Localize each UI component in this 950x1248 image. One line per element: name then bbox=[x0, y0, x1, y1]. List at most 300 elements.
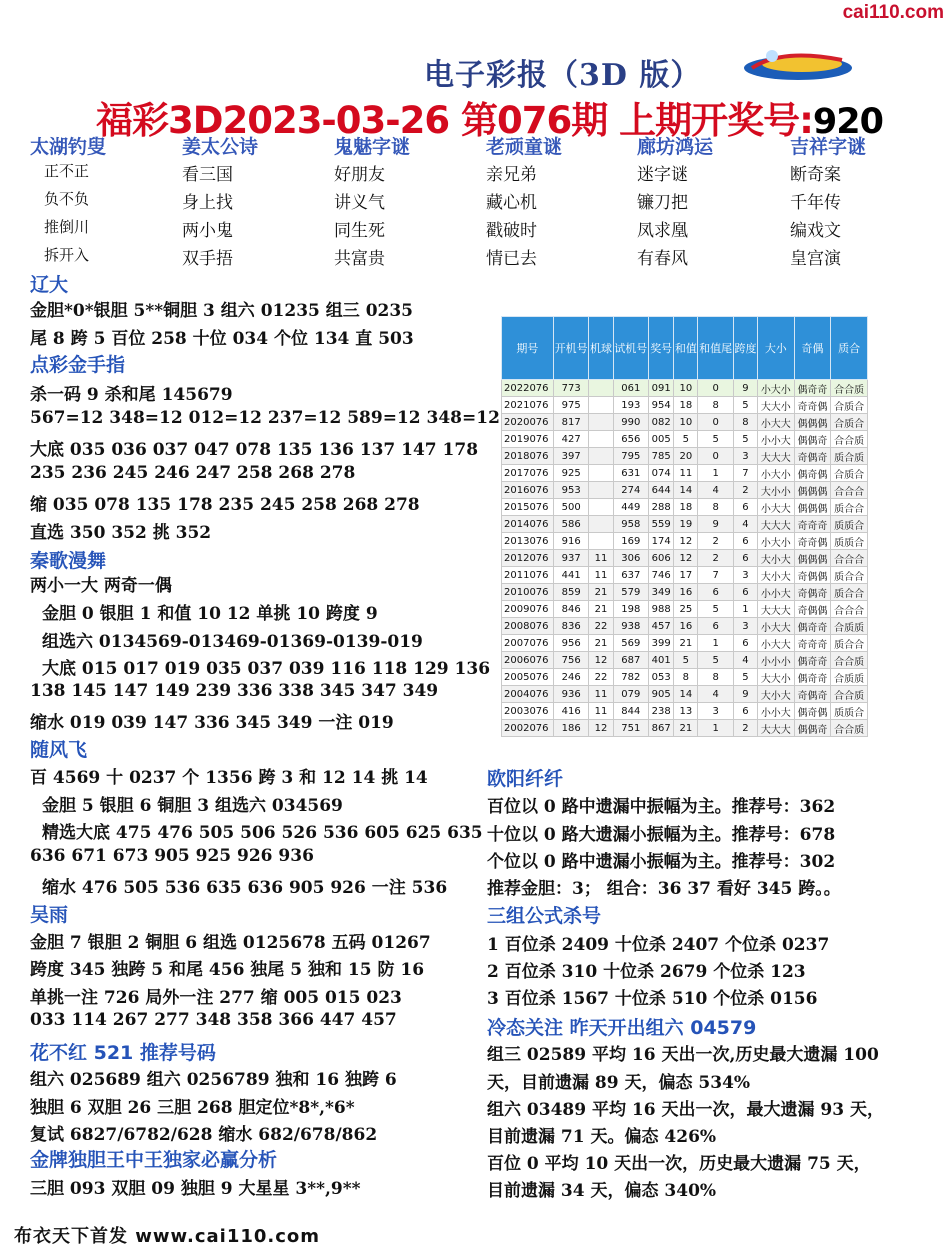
table-row bbox=[502, 448, 868, 465]
table-cell bbox=[589, 533, 613, 550]
table-row bbox=[502, 703, 868, 720]
section-line: 缩水 019 039 147 336 345 349 一注 019 bbox=[30, 713, 394, 733]
section-line: 天，目前遗漏 89 天，偏态 534% bbox=[487, 1073, 751, 1093]
riddle-heading: 鬼魅字谜 bbox=[334, 136, 411, 158]
table-cell: 441 bbox=[553, 567, 589, 584]
section-line: 金胆 0 银胆 1 和值 10 12 单挑 10 跨度 9 bbox=[42, 604, 378, 624]
table-cell: 合合质 bbox=[831, 720, 868, 737]
table-cell: 349 bbox=[649, 584, 674, 601]
table-cell: 11 bbox=[589, 703, 613, 720]
riddle-column bbox=[334, 132, 484, 272]
table-cell: 988 bbox=[649, 601, 674, 618]
table-cell: 12 bbox=[674, 550, 698, 567]
section-line: 缩 035 078 135 178 235 245 258 268 278 bbox=[30, 495, 420, 515]
table-row bbox=[502, 414, 868, 431]
table-cell: 193 bbox=[613, 397, 649, 414]
section-line: 金胆*0*银胆 5**铜胆 3 组六 01235 组三 0235 bbox=[30, 301, 414, 321]
section-line: 组六 025689 组六 0256789 独和 16 独跨 6 bbox=[30, 1070, 397, 1090]
table-cell: 6 bbox=[733, 533, 757, 550]
section-line: 235 236 245 246 247 258 268 278 bbox=[30, 463, 356, 483]
table-header-row bbox=[502, 317, 868, 380]
table-row bbox=[502, 669, 868, 686]
table-cell: 2016076 bbox=[502, 482, 554, 499]
table-cell: 782 bbox=[613, 669, 649, 686]
table-cell: 6 bbox=[733, 584, 757, 601]
table-cell: 925 bbox=[553, 465, 589, 482]
section-line: 大底 015 017 019 035 037 039 116 118 129 136 bbox=[42, 659, 491, 679]
table-cell: 13 bbox=[674, 703, 698, 720]
table-cell: 773 bbox=[553, 380, 589, 397]
table-cell: 397 bbox=[553, 448, 589, 465]
table-cell: 偶偶奇 bbox=[794, 720, 831, 737]
table-cell: 22 bbox=[589, 669, 613, 686]
table-cell: 5 bbox=[733, 397, 757, 414]
table-cell: 8 bbox=[698, 499, 734, 516]
table-cell: 401 bbox=[649, 652, 674, 669]
table-cell: 20 bbox=[674, 448, 698, 465]
table-cell: 457 bbox=[649, 618, 674, 635]
section-line: 组选六 0134569-013469-01369-0139-019 bbox=[42, 632, 423, 652]
table-cell: 2017076 bbox=[502, 465, 554, 482]
table-cell: 11 bbox=[589, 550, 613, 567]
table-cell: 6 bbox=[698, 618, 734, 635]
table-cell: 416 bbox=[553, 703, 589, 720]
table-cell: 274 bbox=[613, 482, 649, 499]
section-line: 组三 02589 平均 16 天出一次,历史最大遗漏 100 bbox=[487, 1045, 879, 1065]
table-cell: 074 bbox=[649, 465, 674, 482]
table-cell: 偶奇奇 bbox=[794, 618, 831, 635]
riddle-item: 编戏文 bbox=[790, 221, 841, 241]
section-line: 138 145 147 149 239 336 338 345 347 349 bbox=[30, 681, 439, 701]
table-cell: 2004076 bbox=[502, 686, 554, 703]
table-cell: 奇奇偶 bbox=[794, 397, 831, 414]
table-cell: 10 bbox=[674, 380, 698, 397]
riddle-item: 情已去 bbox=[486, 249, 537, 269]
table-cell: 606 bbox=[649, 550, 674, 567]
riddle-item: 藏心机 bbox=[486, 193, 537, 213]
column-header: 开机号 bbox=[553, 317, 589, 380]
riddle-item: 推倒川 bbox=[44, 218, 90, 236]
table-cell: 1 bbox=[698, 635, 734, 652]
table-row bbox=[502, 567, 868, 584]
table-cell: 16 bbox=[674, 584, 698, 601]
section-line: 十位以 0 路大遗漏小振幅为主。推荐号：678 bbox=[487, 825, 836, 845]
table-cell: 656 bbox=[613, 431, 649, 448]
table-cell: 579 bbox=[613, 584, 649, 601]
riddle-heading: 老顽童谜 bbox=[486, 136, 563, 158]
section-line: 目前遗漏 71 天。偏态 426% bbox=[487, 1127, 717, 1147]
riddle-item: 双手捂 bbox=[182, 249, 233, 269]
section-title: 点彩金手指 bbox=[30, 354, 126, 376]
riddle-item: 身上找 bbox=[182, 193, 233, 213]
table-cell: 偶奇奇 bbox=[794, 380, 831, 397]
table-cell: 质质合 bbox=[831, 533, 868, 550]
table-cell: 21 bbox=[674, 635, 698, 652]
table-cell: 6 bbox=[733, 635, 757, 652]
section-line: 两小一大 两奇一偶 bbox=[30, 576, 172, 596]
section-line: 大底 035 036 037 047 078 135 136 137 147 178 bbox=[30, 440, 479, 460]
section-line: 缩水 476 505 536 635 636 905 926 一注 536 bbox=[42, 878, 448, 898]
table-cell: 687 bbox=[613, 652, 649, 669]
riddle-column bbox=[30, 132, 180, 272]
table-cell: 4 bbox=[733, 516, 757, 533]
column-header: 奖号 bbox=[649, 317, 674, 380]
section-line: 百位以 0 路中遗漏中振幅为主。推荐号：362 bbox=[487, 797, 836, 817]
riddle-heading: 吉祥字谜 bbox=[790, 136, 867, 158]
table-cell: 21 bbox=[589, 584, 613, 601]
table-cell: 大大大 bbox=[758, 601, 795, 618]
table-cell: 785 bbox=[649, 448, 674, 465]
table-cell: 756 bbox=[553, 652, 589, 669]
table-row bbox=[502, 465, 868, 482]
table-row bbox=[502, 652, 868, 669]
table-row bbox=[502, 720, 868, 737]
table-cell: 449 bbox=[613, 499, 649, 516]
table-cell: 4 bbox=[733, 652, 757, 669]
table-cell: 8 bbox=[674, 669, 698, 686]
table-cell: 1 bbox=[733, 601, 757, 618]
table-cell: 16 bbox=[674, 618, 698, 635]
table-cell: 18 bbox=[674, 397, 698, 414]
table-cell: 3 bbox=[733, 448, 757, 465]
table-row bbox=[502, 482, 868, 499]
riddle-item: 凤求凰 bbox=[637, 221, 688, 241]
section-line: 复试 6827/6782/628 缩水 682/678/862 bbox=[30, 1125, 378, 1145]
table-cell: 11 bbox=[589, 567, 613, 584]
table-cell: 大大大 bbox=[758, 720, 795, 737]
table-cell: 198 bbox=[613, 601, 649, 618]
table-cell: 合质合 bbox=[831, 397, 868, 414]
table-cell: 11 bbox=[674, 465, 698, 482]
table-cell: 7 bbox=[698, 567, 734, 584]
table-cell bbox=[589, 516, 613, 533]
section-line: 567=12 348=12 012=12 237=12 589=12 348=12 bbox=[30, 408, 500, 428]
riddle-item: 两小鬼 bbox=[182, 221, 233, 241]
table-cell: 质合合 bbox=[831, 635, 868, 652]
section-line: 三胆 093 双胆 09 独胆 9 大星星 3**,9** bbox=[30, 1179, 361, 1199]
riddle-item: 拆开入 bbox=[44, 246, 90, 264]
section-line: 金胆 5 银胆 6 铜胆 3 组选六 034569 bbox=[42, 796, 343, 816]
table-cell: 大小大 bbox=[758, 686, 795, 703]
table-cell: 2002076 bbox=[502, 720, 554, 737]
table-cell: 合合合 bbox=[831, 482, 868, 499]
table-cell: 质合质 bbox=[831, 448, 868, 465]
table-cell: 小大大 bbox=[758, 499, 795, 516]
table-cell: 18 bbox=[674, 499, 698, 516]
table-cell: 偶奇偶 bbox=[794, 465, 831, 482]
table-cell: 2021076 bbox=[502, 397, 554, 414]
table-cell: 637 bbox=[613, 567, 649, 584]
table-cell: 偶偶偶 bbox=[794, 482, 831, 499]
table-cell: 7 bbox=[733, 465, 757, 482]
section-line: 636 671 673 905 925 926 936 bbox=[30, 846, 314, 866]
table-cell bbox=[589, 414, 613, 431]
site-watermark[interactable]: cai110.com bbox=[842, 2, 944, 23]
table-cell: 8 bbox=[698, 397, 734, 414]
table-cell: 10 bbox=[674, 414, 698, 431]
table-cell: 559 bbox=[649, 516, 674, 533]
table-cell: 079 bbox=[613, 686, 649, 703]
table-cell: 5 bbox=[674, 431, 698, 448]
table-cell: 21 bbox=[589, 635, 613, 652]
riddle-heading: 姜太公诗 bbox=[182, 136, 259, 158]
section-line: 目前遗漏 34 天，偏态 340% bbox=[487, 1181, 717, 1201]
table-cell: 953 bbox=[553, 482, 589, 499]
section-title: 秦歌漫舞 bbox=[30, 550, 107, 572]
table-cell: 844 bbox=[613, 703, 649, 720]
table-cell: 小小大 bbox=[758, 431, 795, 448]
riddle-item: 看三国 bbox=[182, 165, 233, 185]
table-cell: 936 bbox=[553, 686, 589, 703]
page-title: 电子彩报（3D 版） bbox=[424, 58, 702, 93]
table-row bbox=[502, 533, 868, 550]
section-line: 金胆 7 银胆 2 铜胆 6 组选 0125678 五码 01267 bbox=[30, 933, 431, 953]
column-header: 奇偶 bbox=[794, 317, 831, 380]
table-cell: 质合合 bbox=[831, 567, 868, 584]
table-cell: 836 bbox=[553, 618, 589, 635]
table-cell: 1 bbox=[698, 720, 734, 737]
table-cell: 质质合 bbox=[831, 703, 868, 720]
table-cell: 3 bbox=[733, 567, 757, 584]
table-cell: 5 bbox=[674, 652, 698, 669]
section-title: 欧阳纤纤 bbox=[487, 768, 564, 790]
table-cell: 4 bbox=[698, 686, 734, 703]
column-header: 质合 bbox=[831, 317, 868, 380]
riddle-item: 迷字谜 bbox=[637, 165, 688, 185]
table-cell: 大大小 bbox=[758, 669, 795, 686]
table-cell: 大大小 bbox=[758, 397, 795, 414]
table-cell: 奇偶偶 bbox=[794, 567, 831, 584]
history-table bbox=[501, 316, 868, 737]
table-cell: 186 bbox=[553, 720, 589, 737]
table-cell: 8 bbox=[698, 669, 734, 686]
table-cell: 偶偶偶 bbox=[794, 499, 831, 516]
table-cell: 14 bbox=[674, 686, 698, 703]
table-cell: 合合合 bbox=[831, 601, 868, 618]
table-cell: 569 bbox=[613, 635, 649, 652]
table-cell: 2015076 bbox=[502, 499, 554, 516]
table-row bbox=[502, 397, 868, 414]
table-cell: 751 bbox=[613, 720, 649, 737]
section-line: 推荐金胆：3； 组合：36 37 看好 345 跨。。 bbox=[487, 879, 841, 899]
section-title: 花不红 521 推荐号码 bbox=[30, 1042, 216, 1064]
table-cell: 质合合 bbox=[831, 584, 868, 601]
table-cell: 合合合 bbox=[831, 550, 868, 567]
table-cell: 091 bbox=[649, 380, 674, 397]
table-cell: 238 bbox=[649, 703, 674, 720]
table-cell bbox=[589, 431, 613, 448]
table-row bbox=[502, 635, 868, 652]
section-line: 直选 350 352 挑 352 bbox=[30, 523, 212, 543]
last-number: 920 bbox=[812, 102, 883, 142]
table-cell: 1 bbox=[698, 465, 734, 482]
column-header: 试机号 bbox=[613, 317, 649, 380]
table-cell: 小小小 bbox=[758, 652, 795, 669]
column-header: 和值尾 bbox=[698, 317, 734, 380]
table-cell: 990 bbox=[613, 414, 649, 431]
riddle-column bbox=[637, 132, 787, 272]
caibao-logo-icon bbox=[742, 42, 854, 82]
table-cell: 大大大 bbox=[758, 516, 795, 533]
section-line: 个位以 0 路中遗漏小振幅为主。推荐号：302 bbox=[487, 852, 836, 872]
table-cell: 奇奇偶 bbox=[794, 533, 831, 550]
table-cell: 746 bbox=[649, 567, 674, 584]
table-cell: 954 bbox=[649, 397, 674, 414]
table-cell: 500 bbox=[553, 499, 589, 516]
table-cell: 174 bbox=[649, 533, 674, 550]
table-row bbox=[502, 584, 868, 601]
table-cell: 0 bbox=[698, 414, 734, 431]
table-cell: 5 bbox=[733, 669, 757, 686]
footer-text: 布衣天下首发 www.cai110.com bbox=[14, 1226, 321, 1247]
riddle-heading: 廊坊鸿运 bbox=[637, 136, 714, 158]
table-cell: 合合质 bbox=[831, 380, 868, 397]
section-line: 1 百位杀 2409 十位杀 2407 个位杀 0237 bbox=[487, 935, 830, 955]
riddle-item: 亲兄弟 bbox=[486, 165, 537, 185]
table-row bbox=[502, 380, 868, 397]
column-header: 期号 bbox=[502, 317, 554, 380]
table-cell: 合质质 bbox=[831, 669, 868, 686]
table-row bbox=[502, 499, 868, 516]
table-cell: 2018076 bbox=[502, 448, 554, 465]
table-cell: 5 bbox=[733, 431, 757, 448]
table-cell: 22 bbox=[589, 618, 613, 635]
table-cell: 9 bbox=[733, 380, 757, 397]
table-cell: 958 bbox=[613, 516, 649, 533]
table-cell: 奇奇奇 bbox=[794, 516, 831, 533]
table-row bbox=[502, 686, 868, 703]
table-cell bbox=[589, 482, 613, 499]
table-cell: 938 bbox=[613, 618, 649, 635]
table-cell: 2012076 bbox=[502, 550, 554, 567]
column-header: 大小 bbox=[758, 317, 795, 380]
table-cell: 11 bbox=[589, 686, 613, 703]
table-cell: 奇奇奇 bbox=[794, 635, 831, 652]
riddle-heading: 太湖钓叟 bbox=[30, 136, 107, 158]
section-line: 跨度 345 独跨 5 和尾 456 独尾 5 独和 15 防 16 bbox=[30, 960, 425, 980]
table-cell: 2020076 bbox=[502, 414, 554, 431]
table-cell: 795 bbox=[613, 448, 649, 465]
table-cell: 12 bbox=[589, 720, 613, 737]
headline-text: 福彩3D2023-03-26 第076期 上期开奖号: bbox=[96, 99, 813, 142]
table-cell: 合质合 bbox=[831, 465, 868, 482]
table-cell: 偶奇奇 bbox=[794, 669, 831, 686]
table-cell: 8 bbox=[733, 414, 757, 431]
table-cell: 306 bbox=[613, 550, 649, 567]
table-cell: 859 bbox=[553, 584, 589, 601]
table-cell: 奇偶偶 bbox=[794, 601, 831, 618]
table-cell: 小大大 bbox=[758, 618, 795, 635]
table-cell: 846 bbox=[553, 601, 589, 618]
section-line: 3 百位杀 1567 十位杀 510 个位杀 0156 bbox=[487, 989, 818, 1009]
riddle-item: 皇宫演 bbox=[790, 249, 841, 269]
table-cell: 19 bbox=[674, 516, 698, 533]
section-title: 辽大 bbox=[30, 274, 69, 296]
riddle-item: 镰刀把 bbox=[637, 193, 688, 213]
section-line: 精选大底 475 476 505 506 526 536 605 625 635 bbox=[42, 823, 483, 843]
table-cell: 2008076 bbox=[502, 618, 554, 635]
table-cell: 2014076 bbox=[502, 516, 554, 533]
table-cell: 644 bbox=[649, 482, 674, 499]
table-cell: 偶奇偶 bbox=[794, 703, 831, 720]
section-title: 随风飞 bbox=[30, 739, 88, 761]
table-cell: 586 bbox=[553, 516, 589, 533]
riddle-item: 有春风 bbox=[637, 249, 688, 269]
table-cell: 小大大 bbox=[758, 635, 795, 652]
table-cell: 5 bbox=[698, 652, 734, 669]
table-cell: 916 bbox=[553, 533, 589, 550]
table-cell: 5 bbox=[698, 601, 734, 618]
table-cell: 质合合 bbox=[831, 499, 868, 516]
table-cell: 246 bbox=[553, 669, 589, 686]
table-cell: 169 bbox=[613, 533, 649, 550]
riddle-item: 千年传 bbox=[790, 193, 841, 213]
table-cell: 合合质 bbox=[831, 686, 868, 703]
table-cell: 3 bbox=[698, 703, 734, 720]
table-row bbox=[502, 601, 868, 618]
table-cell: 小小大 bbox=[758, 584, 795, 601]
section-title: 冷态关注 昨天开出组六 04579 bbox=[487, 1017, 757, 1039]
column-header: 跨度 bbox=[733, 317, 757, 380]
table-row bbox=[502, 550, 868, 567]
table-cell: 质质合 bbox=[831, 516, 868, 533]
riddle-item: 讲义气 bbox=[334, 193, 385, 213]
table-cell: 631 bbox=[613, 465, 649, 482]
table-cell: 061 bbox=[613, 380, 649, 397]
table-cell: 小大小 bbox=[758, 533, 795, 550]
table-cell: 大小大 bbox=[758, 550, 795, 567]
table-cell bbox=[589, 397, 613, 414]
table-cell: 9 bbox=[733, 686, 757, 703]
section-line: 033 114 267 277 348 358 366 447 457 bbox=[30, 1010, 397, 1030]
table-cell: 2 bbox=[733, 482, 757, 499]
table-cell: 大小大 bbox=[758, 567, 795, 584]
table-cell bbox=[589, 465, 613, 482]
section-line: 2 百位杀 310 十位杀 2679 个位杀 123 bbox=[487, 962, 806, 982]
table-cell: 0 bbox=[698, 380, 734, 397]
table-cell: 偶偶奇 bbox=[794, 431, 831, 448]
riddle-column bbox=[790, 132, 940, 272]
riddle-item: 负不负 bbox=[44, 190, 90, 208]
riddle-item: 好朋友 bbox=[334, 165, 385, 185]
table-cell: 2005076 bbox=[502, 669, 554, 686]
column-header: 和值 bbox=[674, 317, 698, 380]
table-cell: 2019076 bbox=[502, 431, 554, 448]
section-line: 百位 0 平均 10 天出一次，历史最大遗漏 75 天， bbox=[487, 1154, 871, 1174]
table-cell: 5 bbox=[698, 431, 734, 448]
table-cell: 6 bbox=[733, 499, 757, 516]
table-cell: 9 bbox=[698, 516, 734, 533]
table-cell: 6 bbox=[698, 584, 734, 601]
table-cell: 2010076 bbox=[502, 584, 554, 601]
table-cell: 2011076 bbox=[502, 567, 554, 584]
table-cell: 937 bbox=[553, 550, 589, 567]
table-cell: 288 bbox=[649, 499, 674, 516]
section-line: 杀一码 9 杀和尾 145679 bbox=[30, 385, 233, 405]
table-cell bbox=[589, 380, 613, 397]
section-line: 独胆 6 双胆 26 三胆 268 胆定位*8*,*6* bbox=[30, 1098, 355, 1118]
table-cell: 2 bbox=[733, 720, 757, 737]
table-cell: 合质质 bbox=[831, 618, 868, 635]
table-cell: 小大小 bbox=[758, 465, 795, 482]
riddle-item: 戳破时 bbox=[486, 221, 537, 241]
table-cell: 奇偶奇 bbox=[794, 448, 831, 465]
table-cell: 21 bbox=[674, 720, 698, 737]
table-cell: 2009076 bbox=[502, 601, 554, 618]
table-cell: 956 bbox=[553, 635, 589, 652]
section-line: 百 4569 十 0237 个 1356 跨 3 和 12 14 挑 14 bbox=[30, 768, 428, 788]
table-cell: 2003076 bbox=[502, 703, 554, 720]
